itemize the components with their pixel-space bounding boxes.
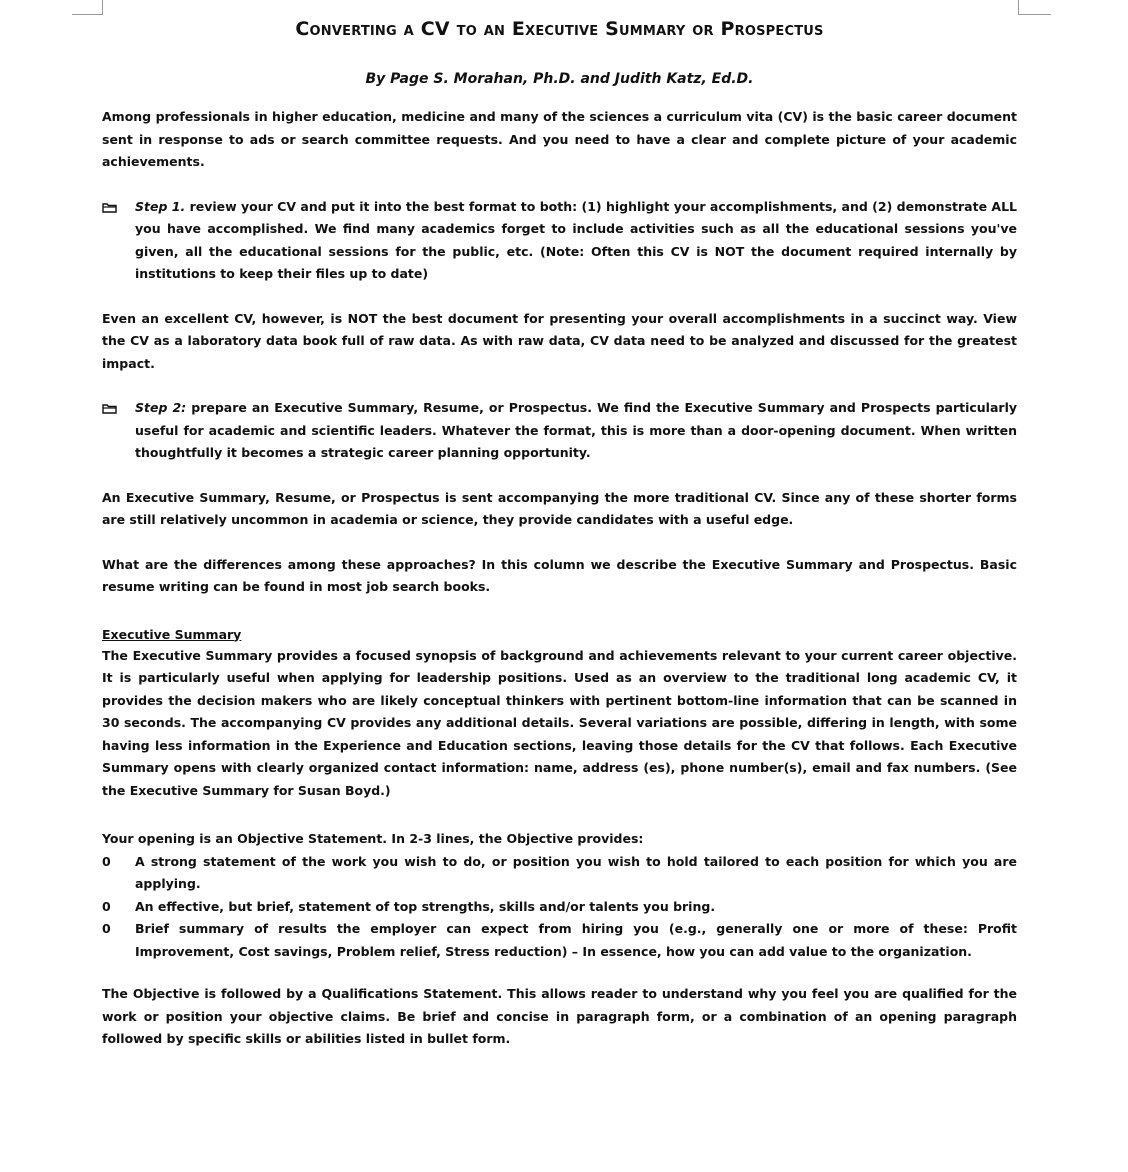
closing-suffix: This allows reader to understand why you feel you are qualified for the work or position your objective claims. Be brief and concise in paragraph form, or a combination of an opening paragraph followed by specific skills or abilities listed in bullet form. (102, 986, 1018, 1046)
folder-icon (102, 403, 117, 414)
objective-statement-term: Objective Statement. (237, 831, 388, 846)
document-title: Converting a CV to an Executive Summary or Prospectus (295, 18, 824, 40)
intro-paragraph: Among professionals in higher education, medicine and many of the sciences a curriculum vita (CV) is the basic career document sent in response to ads or search committee requests. And you need to have a clear and complete picture of your academic achievements. (102, 109, 1017, 169)
step-1-text: review your CV and put it into the best format to both: (1) highlight your accomplishments, and (2) demonstrate ALL you have accomplished. We find many academics forget to include activities such as all the educational sessions you've given, all the educational sessions for the public, etc. (Note: Often this CV is NOT the document required internally by institutions to keep their files up to date) (135, 198, 1018, 281)
folder-icon (102, 202, 117, 213)
bullet-text: A strong statement of the work you wish to do, or position you wish to hold tailored to each position for which you are applying. (135, 853, 1017, 891)
bullet-marker: 0 (102, 921, 111, 936)
byline: By Page S. Morahan, Ph.D. and Judith Katz, Ed.D. (365, 71, 754, 87)
list-item (102, 896, 1017, 919)
step-1 (102, 196, 1017, 286)
crop-mark-top-left (72, 0, 103, 15)
bullet-marker: 0 (102, 853, 111, 869)
bullet-text: Brief summary of results the employer can expect from hiring you (e.g., generally one or more of these: Profit Improvement, Cost savings, Problem relief, Stress reduction) – In essence, how you can add value to the organization. (135, 921, 1017, 959)
step-2-lead: Step 2: (135, 400, 187, 415)
step-2 (102, 397, 1017, 465)
executive-summary-heading: Executive Summary (102, 626, 242, 642)
list-item (102, 918, 1017, 963)
step-2-text: prepare an Executive Summary, Resume, or Prospectus. We find the Executive Summary and Prospects particularly useful for academic and scientific leaders. Whatever the format, this is more than a door-opening document. When written thoughtfully it becomes a strategic career planning opportunity. (135, 400, 1017, 460)
paragraph-4: What are the differences among these approaches? In this column we describe the Executive Summary and Prospectus. Basic resume writing can be found in most job search books. (102, 556, 1017, 594)
bullet-marker: 0 (102, 898, 111, 914)
opening-suffix: In 2-3 lines, the Objective provides: (387, 831, 644, 846)
crop-mark-top-right (1018, 0, 1051, 15)
objective-bullet-list (102, 851, 1017, 964)
executive-summary-body: The Executive Summary provides a focused synopsis of background and achievements relevant to your current career objective. It is particularly useful when applying for leadership positions. Used as an overview to the traditional long academic CV, it provides the decision makers who are likely conceptual thinkers with pertinent bottom-line information that can be scanned in 30 seconds. The accompanying CV provides any additional details. Several variations are possible, differing in length, with some having less information in the Experience and Education sections, leaving those details for the CV that follows. Each Executive Summary opens with clearly organized contact information: name, address (es), phone number(s), email and fax numbers. (See the Executive Summary for Susan Boyd.) (102, 647, 1017, 798)
paragraph-3: An Executive Summary, Resume, or Prospectus is sent accompanying the more traditional CV. Since any of these shorter forms are still relatively uncommon in academia or science, they provide candidates with a useful edge. (102, 489, 1017, 527)
opening-prefix: Your opening is an (102, 831, 238, 846)
list-item (102, 851, 1017, 896)
document-content (102, 14, 1017, 1051)
step-1-lead: Step 1. (135, 198, 186, 214)
opening-paragraph (102, 828, 1017, 851)
paragraph-2: Even an excellent CV, however, is NOT the best document for presenting your overall accomplishments in a succinct way. View the CV as a laboratory data book full of raw data. As with raw data, CV data need to be analyzed and discussed for the greatest impact. (102, 310, 1017, 371)
closing-paragraph (102, 983, 1017, 1051)
qualifications-statement-term: Qualifications Statement. (321, 986, 503, 1001)
bullet-text: An effective, but brief, statement of top strengths, skills and/or talents you bring. (135, 898, 716, 914)
closing-prefix: The Objective is followed by a (102, 986, 322, 1001)
